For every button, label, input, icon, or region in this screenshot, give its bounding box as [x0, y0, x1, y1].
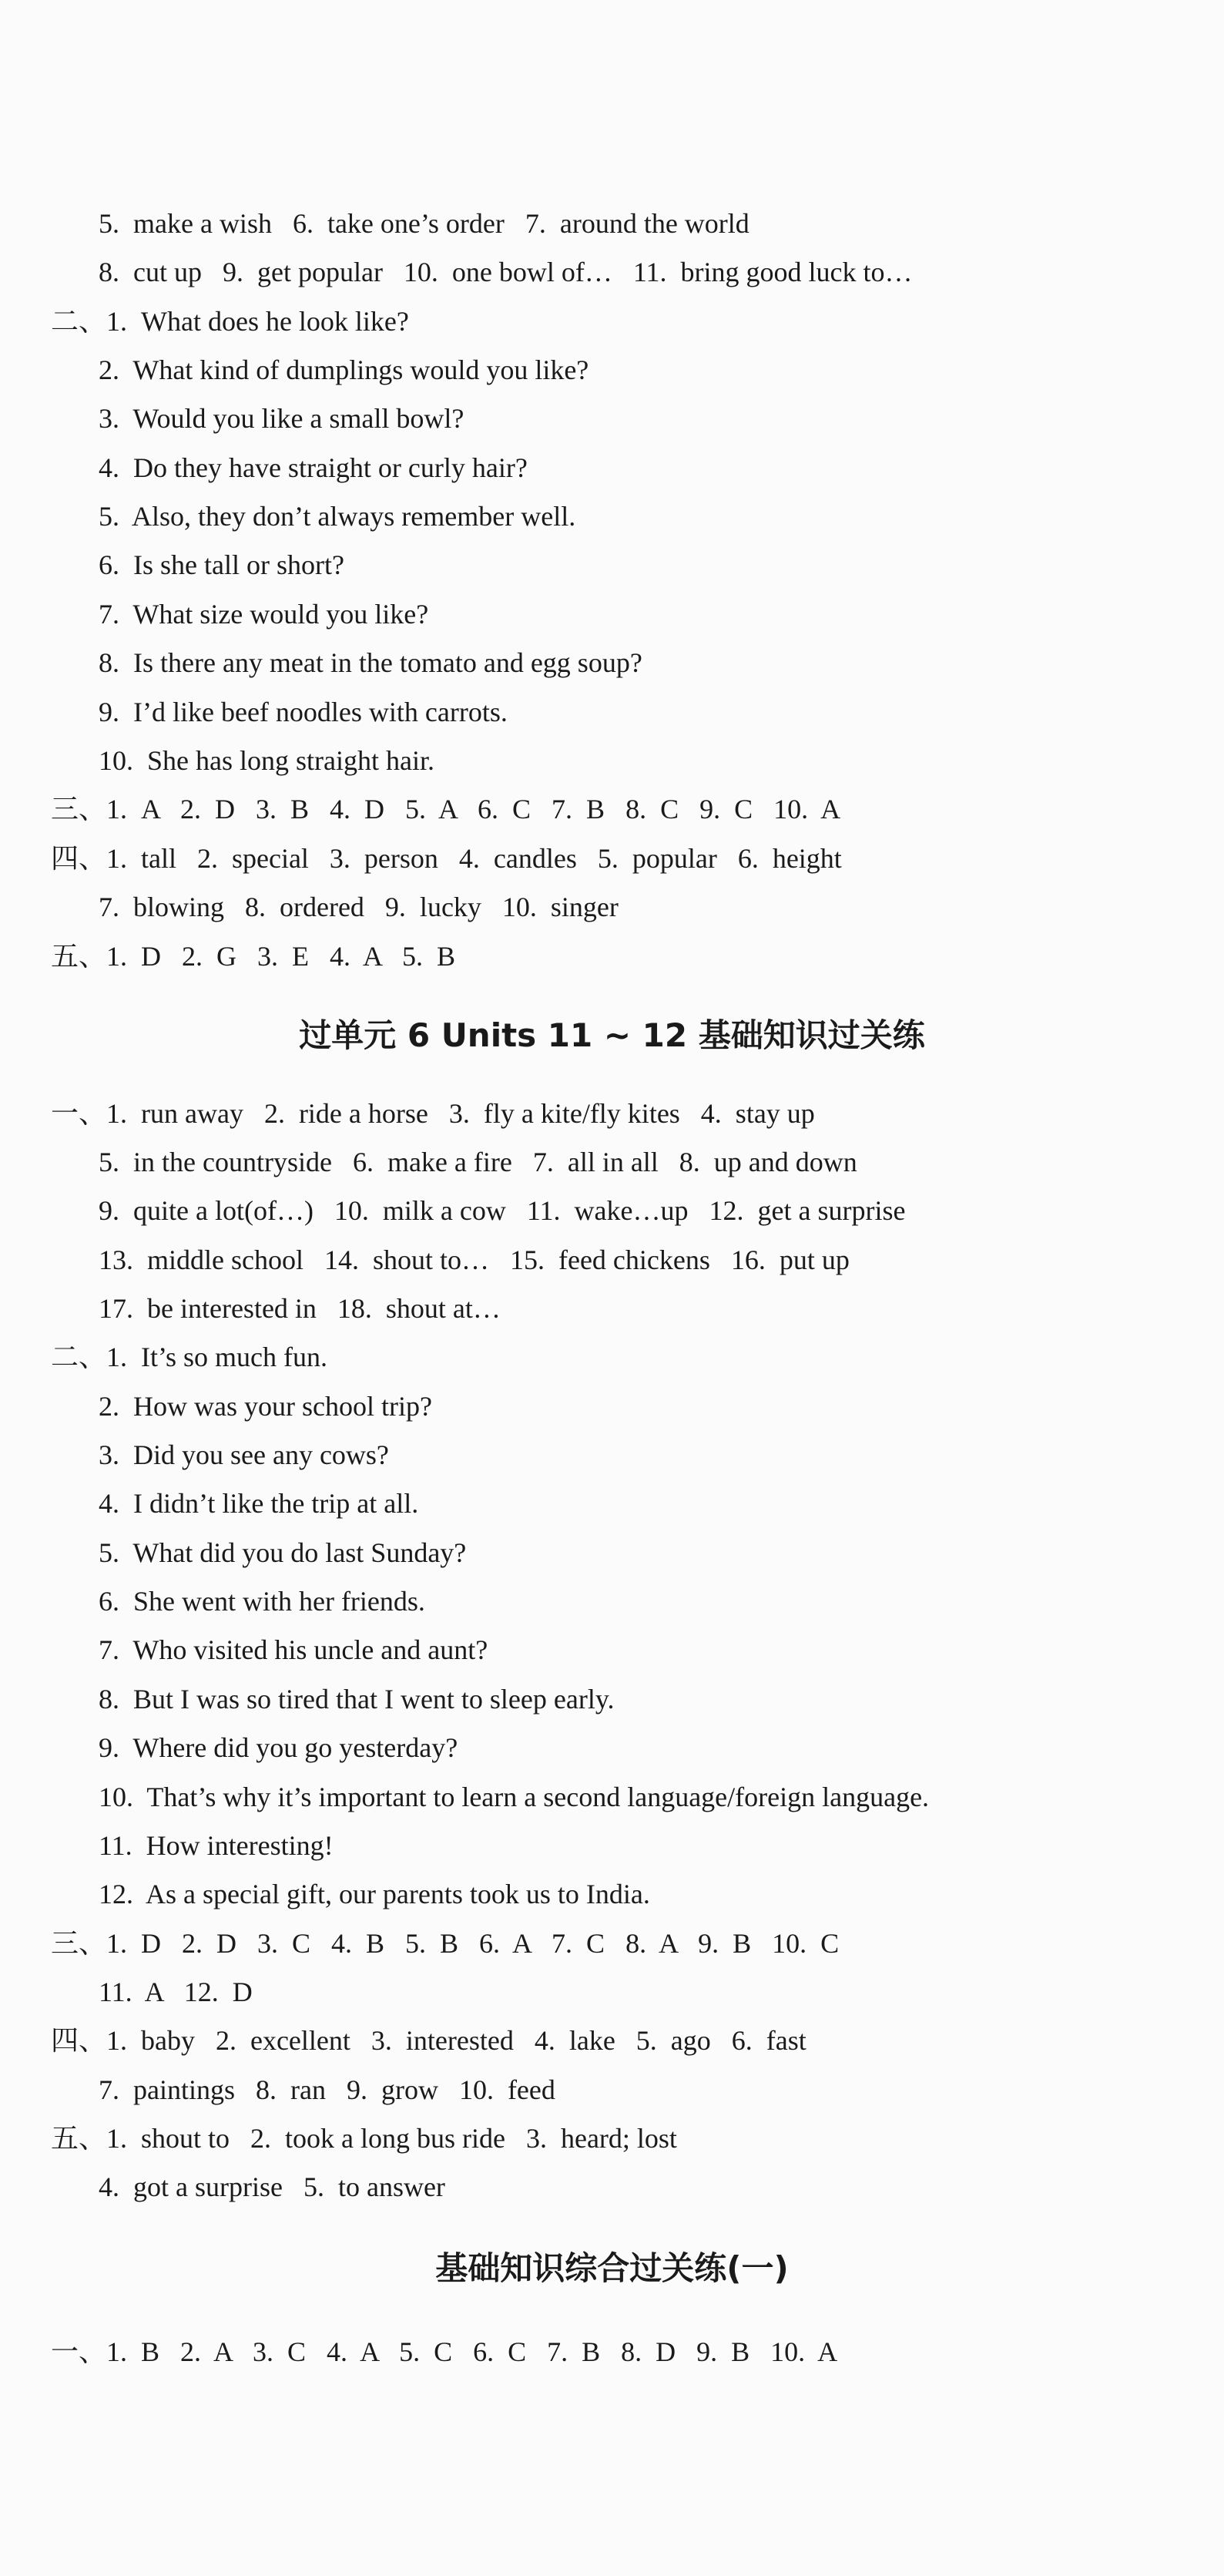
answer-line: 9. quite a lot(of…) 10. milk a cow 11. wake…up 12. get a surprise — [99, 1195, 906, 1226]
answer-line: 7. blowing 8. ordered 9. lucky 10. singer — [99, 892, 619, 922]
answer-line: 17. be interested in 18. shout at… — [99, 1293, 501, 1324]
answer-line: 7. What size would you like? — [99, 599, 429, 630]
answer-line: 4. I didn’t like the trip at all. — [99, 1488, 419, 1519]
answer-line: 3. Would you like a small bowl? — [99, 403, 464, 434]
answer-line: 7. paintings 8. ran 9. grow 10. feed — [99, 2074, 555, 2105]
answer-line: 二、1. It’s so much fun. — [51, 1342, 327, 1372]
answer-line: 2. What kind of dumplings would you like? — [99, 354, 589, 385]
section-heading: 过单元 6 Units 11 ~ 12 基础知识过关练 — [299, 1016, 925, 1054]
answer-line: 10. That’s why it’s important to learn a second language/foreign language. — [99, 1782, 930, 1812]
answer-line: 8. cut up 9. get popular 10. one bowl of… 11. bring good luck to… — [99, 257, 913, 287]
answer-line: 11. How interesting! — [99, 1830, 334, 1861]
answer-line: 8. But I was so tired that I went to sleep early. — [99, 1684, 615, 1715]
answer-line: 四、1. tall 2. special 3. person 4. candles 5. popular 6. height — [51, 843, 842, 874]
answer-line: 7. Who visited his uncle and aunt? — [99, 1634, 488, 1665]
answer-line: 5. in the countryside 6. make a fire 7. all in all 8. up and down — [99, 1147, 857, 1177]
answer-line: 二、1. What does he look like? — [51, 306, 409, 337]
answer-line: 12. As a special gift, our parents took us to India. — [99, 1879, 650, 1909]
answer-line: 6. She went with her friends. — [99, 1586, 425, 1617]
answer-line: 一、1. B 2. A 3. C 4. A 5. C 6. C 7. B 8. D 9. B 10. A — [51, 2336, 838, 2367]
answer-line: 五、1. shout to 2. took a long bus ride 3. heard; lost — [51, 2123, 677, 2154]
answer-line: 11. A 12. D — [99, 1977, 253, 2007]
answer-line: 五、1. D 2. G 3. E 4. A 5. B — [51, 941, 456, 972]
answer-line: 2. How was your school trip? — [99, 1391, 432, 1422]
answer-line: 4. Do they have straight or curly hair? — [99, 452, 528, 483]
answer-line: 5. Also, they don’t always remember well. — [99, 501, 576, 532]
answer-line: 13. middle school 14. shout to… 15. feed chickens 16. put up — [99, 1244, 850, 1275]
answer-line: 一、1. run away 2. ride a horse 3. fly a kite/fly kites 4. stay up — [51, 1098, 815, 1129]
answer-line: 6. Is she tall or short? — [99, 549, 344, 580]
section-heading: 基础知识综合过关练(一) — [435, 2249, 789, 2287]
answer-line: 8. Is there any meat in the tomato and egg soup? — [99, 647, 642, 678]
answer-line: 9. I’d like beef noodles with carrots. — [99, 697, 508, 727]
answer-line: 9. Where did you go yesterday? — [99, 1732, 458, 1763]
answer-line: 5. make a wish 6. take one’s order 7. around the world — [99, 208, 749, 239]
answer-line: 3. Did you see any cows? — [99, 1439, 389, 1470]
answer-line: 三、1. D 2. D 3. C 4. B 5. B 6. A 7. C 8. A 9. B 10. C — [51, 1928, 840, 1959]
answer-line: 三、1. A 2. D 3. B 4. D 5. A 6. C 7. B 8. C 9. C 10. A — [51, 794, 841, 825]
answer-line: 四、1. baby 2. excellent 3. interested 4. lake 5. ago 6. fast — [51, 2025, 806, 2056]
answer-line: 4. got a surprise 5. to answer — [99, 2171, 445, 2202]
answer-line: 10. She has long straight hair. — [99, 745, 434, 776]
answer-line: 5. What did you do last Sunday? — [99, 1537, 467, 1568]
